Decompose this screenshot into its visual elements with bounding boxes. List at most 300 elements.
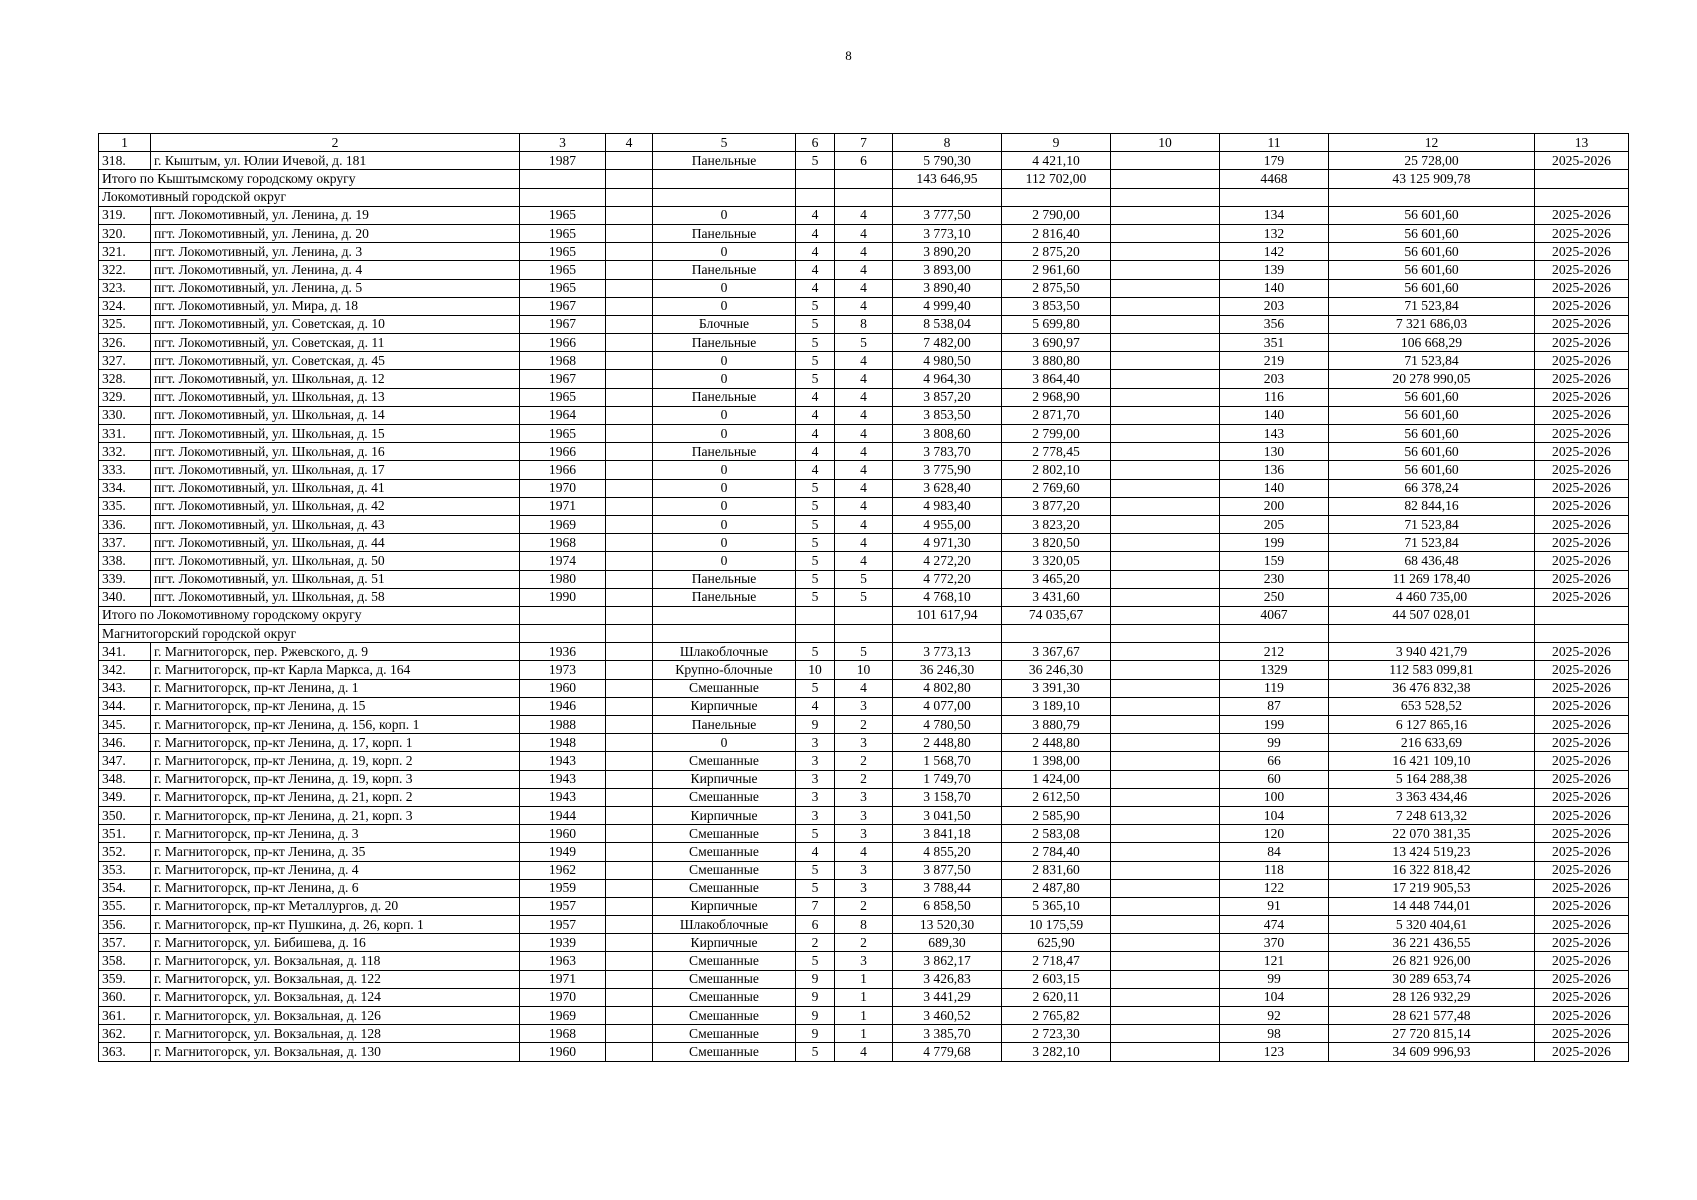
cell-year-built: 1971 (520, 970, 606, 988)
cell-row-number: 324. (99, 297, 151, 315)
cell-entrances: 2 (835, 934, 893, 952)
cell-floors: 9 (796, 1025, 835, 1043)
cell-total-area: 4 999,40 (893, 297, 1002, 315)
empty-cell (1329, 625, 1535, 643)
cell-col-4 (606, 879, 653, 897)
cell-cost: 4 460 735,00 (1329, 588, 1535, 606)
cell-period: 2025-2026 (1535, 443, 1629, 461)
cell-living-area: 1 398,00 (1002, 752, 1111, 770)
cell-address: пгт. Локомотивный, ул. Ленина, д. 3 (151, 243, 520, 261)
cell-col-4 (606, 243, 653, 261)
cell-entrances: 4 (835, 515, 893, 533)
empty-cell (1535, 188, 1629, 206)
table-row (99, 206, 1629, 224)
cell-residents: 159 (1220, 552, 1329, 570)
cell-row-number: 347. (99, 752, 151, 770)
cell-entrances: 3 (835, 697, 893, 715)
cell-cost: 34 609 996,93 (1329, 1043, 1535, 1061)
cell-wall-material: Панельные (653, 716, 796, 734)
cell-cost: 28 621 577,48 (1329, 1007, 1535, 1025)
cell-col-10 (1111, 479, 1220, 497)
cell-year-built: 1957 (520, 916, 606, 934)
cell-cost: 56 601,60 (1329, 224, 1535, 242)
total-year-built (520, 170, 606, 188)
cell-address: г. Магнитогорск, пр-кт Ленина, д. 4 (151, 861, 520, 879)
cell-period: 2025-2026 (1535, 697, 1629, 715)
cell-cost: 25 728,00 (1329, 152, 1535, 170)
cell-entrances: 3 (835, 861, 893, 879)
cell-address: пгт. Локомотивный, ул. Советская, д. 11 (151, 334, 520, 352)
cell-living-area: 2 875,20 (1002, 243, 1111, 261)
cell-total-area: 1 568,70 (893, 752, 1002, 770)
cell-wall-material: Панельные (653, 261, 796, 279)
cell-total-area: 7 482,00 (893, 334, 1002, 352)
cell-row-number: 336. (99, 515, 151, 533)
cell-living-area: 2 871,70 (1002, 406, 1111, 424)
table-row (99, 297, 1629, 315)
cell-floors: 5 (796, 534, 835, 552)
cell-period: 2025-2026 (1535, 916, 1629, 934)
cell-row-number: 325. (99, 315, 151, 333)
group-header-row (99, 625, 1629, 643)
cell-wall-material: Смешанные (653, 752, 796, 770)
cell-wall-material: Смешанные (653, 788, 796, 806)
cell-col-4 (606, 1025, 653, 1043)
cell-col-4 (606, 388, 653, 406)
cell-total-area: 4 779,68 (893, 1043, 1002, 1061)
cell-total-area: 689,30 (893, 934, 1002, 952)
cell-address: г. Магнитогорск, ул. Вокзальная, д. 128 (151, 1025, 520, 1043)
cell-residents: 87 (1220, 697, 1329, 715)
cell-floors: 9 (796, 1007, 835, 1025)
cell-floors: 5 (796, 334, 835, 352)
cell-col-10 (1111, 934, 1220, 952)
cell-wall-material: Смешанные (653, 988, 796, 1006)
cell-residents: 140 (1220, 406, 1329, 424)
cell-year-built: 1969 (520, 515, 606, 533)
cell-floors: 4 (796, 243, 835, 261)
cell-cost: 56 601,60 (1329, 243, 1535, 261)
cell-floors: 3 (796, 752, 835, 770)
cell-address: г. Магнитогорск, ул. Вокзальная, д. 118 (151, 952, 520, 970)
cell-year-built: 1943 (520, 752, 606, 770)
cell-wall-material: 0 (653, 370, 796, 388)
cell-row-number: 344. (99, 697, 151, 715)
table-row (99, 752, 1629, 770)
cell-living-area: 3 823,20 (1002, 515, 1111, 533)
cell-cost: 28 126 932,29 (1329, 988, 1535, 1006)
cell-col-10 (1111, 988, 1220, 1006)
cell-col-4 (606, 1007, 653, 1025)
cell-cost: 5 164 288,38 (1329, 770, 1535, 788)
empty-cell (1002, 188, 1111, 206)
cell-col-10 (1111, 661, 1220, 679)
cell-wall-material: Крупно-блочные (653, 661, 796, 679)
cell-residents: 132 (1220, 224, 1329, 242)
page-number: 8 (845, 48, 852, 63)
cell-col-4 (606, 770, 653, 788)
cell-year-built: 1939 (520, 934, 606, 952)
cell-row-number: 332. (99, 443, 151, 461)
cell-residents: 123 (1220, 1043, 1329, 1061)
cell-living-area: 2 799,00 (1002, 425, 1111, 443)
cell-period: 2025-2026 (1535, 843, 1629, 861)
cell-living-area: 2 778,45 (1002, 443, 1111, 461)
cell-living-area: 625,90 (1002, 934, 1111, 952)
cell-row-number: 357. (99, 934, 151, 952)
cell-row-number: 342. (99, 661, 151, 679)
total-floors (796, 170, 835, 188)
cell-floors: 4 (796, 224, 835, 242)
cell-cost: 66 378,24 (1329, 479, 1535, 497)
table-row (99, 261, 1629, 279)
cell-period: 2025-2026 (1535, 970, 1629, 988)
cell-wall-material: 0 (653, 352, 796, 370)
cell-col-4 (606, 697, 653, 715)
cell-row-number: 343. (99, 679, 151, 697)
cell-col-10 (1111, 206, 1220, 224)
empty-cell (1220, 188, 1329, 206)
cell-entrances: 4 (835, 679, 893, 697)
cell-year-built: 1965 (520, 261, 606, 279)
cell-cost: 20 278 990,05 (1329, 370, 1535, 388)
cell-total-area: 4 964,30 (893, 370, 1002, 388)
cell-entrances: 4 (835, 297, 893, 315)
cell-floors: 5 (796, 552, 835, 570)
cell-floors: 4 (796, 206, 835, 224)
table-row (99, 952, 1629, 970)
cell-floors: 4 (796, 425, 835, 443)
cell-period: 2025-2026 (1535, 661, 1629, 679)
cell-col-4 (606, 716, 653, 734)
cell-address: пгт. Локомотивный, ул. Ленина, д. 20 (151, 224, 520, 242)
cell-living-area: 2 784,40 (1002, 843, 1111, 861)
cell-total-area: 3 773,10 (893, 224, 1002, 242)
cell-col-4 (606, 825, 653, 843)
cell-col-10 (1111, 861, 1220, 879)
cell-col-10 (1111, 770, 1220, 788)
cell-total-area: 6 858,50 (893, 897, 1002, 915)
table-row (99, 515, 1629, 533)
cell-floors: 6 (796, 916, 835, 934)
column-header-4: 4 (606, 134, 653, 152)
cell-floors: 5 (796, 570, 835, 588)
table-row (99, 934, 1629, 952)
total-period (1535, 170, 1629, 188)
column-header-12: 12 (1329, 134, 1535, 152)
cell-row-number: 360. (99, 988, 151, 1006)
column-header-6: 6 (796, 134, 835, 152)
total-total-area: 143 646,95 (893, 170, 1002, 188)
cell-col-4 (606, 661, 653, 679)
cell-col-10 (1111, 152, 1220, 170)
total-wall-material (653, 606, 796, 624)
cell-living-area: 3 820,50 (1002, 534, 1111, 552)
cell-address: пгт. Локомотивный, ул. Школьная, д. 41 (151, 479, 520, 497)
cell-living-area: 3 880,80 (1002, 352, 1111, 370)
cell-floors: 5 (796, 479, 835, 497)
cell-address: пгт. Локомотивный, ул. Школьная, д. 51 (151, 570, 520, 588)
cell-entrances: 5 (835, 334, 893, 352)
cell-residents: 203 (1220, 370, 1329, 388)
cell-wall-material: Смешанные (653, 843, 796, 861)
table-row (99, 897, 1629, 915)
cell-entrances: 4 (835, 552, 893, 570)
cell-living-area: 3 391,30 (1002, 679, 1111, 697)
cell-address: пгт. Локомотивный, ул. Ленина, д. 5 (151, 279, 520, 297)
cell-period: 2025-2026 (1535, 515, 1629, 533)
cell-total-area: 3 775,90 (893, 461, 1002, 479)
cell-floors: 4 (796, 697, 835, 715)
group-label: Локомотивный городской округ (99, 188, 520, 206)
cell-period: 2025-2026 (1535, 243, 1629, 261)
cell-entrances: 1 (835, 988, 893, 1006)
cell-entrances: 5 (835, 643, 893, 661)
cell-entrances: 4 (835, 1043, 893, 1061)
cell-wall-material: Блочные (653, 315, 796, 333)
cell-period: 2025-2026 (1535, 770, 1629, 788)
cell-col-4 (606, 570, 653, 588)
cell-living-area: 2 961,60 (1002, 261, 1111, 279)
cell-col-4 (606, 934, 653, 952)
cell-row-number: 335. (99, 497, 151, 515)
cell-total-area: 4 855,20 (893, 843, 1002, 861)
cell-col-10 (1111, 261, 1220, 279)
cell-address: г. Магнитогорск, ул. Вокзальная, д. 122 (151, 970, 520, 988)
cell-col-4 (606, 406, 653, 424)
cell-total-area: 4 802,80 (893, 679, 1002, 697)
cell-address: г. Магнитогорск, пр-кт Ленина, д. 35 (151, 843, 520, 861)
cell-entrances: 4 (835, 534, 893, 552)
cell-year-built: 1949 (520, 843, 606, 861)
total-label: Итого по Локомотивному городскому округу (99, 606, 520, 624)
total-residents: 4468 (1220, 170, 1329, 188)
table-row (99, 643, 1629, 661)
cell-entrances: 4 (835, 388, 893, 406)
cell-entrances: 4 (835, 406, 893, 424)
empty-cell (835, 625, 893, 643)
cell-floors: 5 (796, 370, 835, 388)
cell-col-4 (606, 734, 653, 752)
cell-living-area: 3 367,67 (1002, 643, 1111, 661)
cell-floors: 5 (796, 861, 835, 879)
empty-cell (893, 625, 1002, 643)
cell-col-4 (606, 806, 653, 824)
cell-total-area: 3 628,40 (893, 479, 1002, 497)
cell-living-area: 2 583,08 (1002, 825, 1111, 843)
cell-cost: 3 940 421,79 (1329, 643, 1535, 661)
table-row (99, 879, 1629, 897)
cell-row-number: 333. (99, 461, 151, 479)
cell-period: 2025-2026 (1535, 861, 1629, 879)
cell-address: пгт. Локомотивный, ул. Школьная, д. 17 (151, 461, 520, 479)
cell-floors: 5 (796, 679, 835, 697)
cell-col-4 (606, 679, 653, 697)
cell-year-built: 1966 (520, 461, 606, 479)
cell-year-built: 1988 (520, 716, 606, 734)
cell-wall-material: Смешанные (653, 1007, 796, 1025)
cell-col-10 (1111, 443, 1220, 461)
table-header (99, 134, 1629, 152)
cell-wall-material: 0 (653, 243, 796, 261)
cell-cost: 13 424 519,23 (1329, 843, 1535, 861)
cell-col-4 (606, 425, 653, 443)
cell-period: 2025-2026 (1535, 952, 1629, 970)
cell-col-4 (606, 788, 653, 806)
cell-row-number: 359. (99, 970, 151, 988)
cell-floors: 3 (796, 770, 835, 788)
cell-entrances: 2 (835, 752, 893, 770)
cell-residents: 199 (1220, 534, 1329, 552)
empty-cell (1329, 188, 1535, 206)
cell-year-built: 1965 (520, 243, 606, 261)
cell-row-number: 329. (99, 388, 151, 406)
cell-residents: 118 (1220, 861, 1329, 879)
cell-cost: 7 321 686,03 (1329, 315, 1535, 333)
cell-residents: 119 (1220, 679, 1329, 697)
cell-row-number: 338. (99, 552, 151, 570)
cell-row-number: 326. (99, 334, 151, 352)
cell-period: 2025-2026 (1535, 279, 1629, 297)
cell-total-area: 8 538,04 (893, 315, 1002, 333)
cell-year-built: 1948 (520, 734, 606, 752)
cell-col-4 (606, 152, 653, 170)
cell-col-10 (1111, 515, 1220, 533)
cell-floors: 5 (796, 297, 835, 315)
cell-period: 2025-2026 (1535, 297, 1629, 315)
cell-col-4 (606, 479, 653, 497)
cell-col-4 (606, 261, 653, 279)
cell-entrances: 4 (835, 497, 893, 515)
cell-col-10 (1111, 224, 1220, 242)
cell-col-10 (1111, 352, 1220, 370)
cell-cost: 56 601,60 (1329, 279, 1535, 297)
cell-residents: 250 (1220, 588, 1329, 606)
column-header-10: 10 (1111, 134, 1220, 152)
cell-residents: 120 (1220, 825, 1329, 843)
cell-living-area: 4 421,10 (1002, 152, 1111, 170)
cell-year-built: 1980 (520, 570, 606, 588)
header-row (99, 134, 1629, 152)
cell-residents: 99 (1220, 970, 1329, 988)
total-living-area: 74 035,67 (1002, 606, 1111, 624)
cell-entrances: 4 (835, 261, 893, 279)
cell-row-number: 346. (99, 734, 151, 752)
cell-entrances: 4 (835, 243, 893, 261)
cell-wall-material: Панельные (653, 334, 796, 352)
cell-cost: 22 070 381,35 (1329, 825, 1535, 843)
cell-living-area: 3 282,10 (1002, 1043, 1111, 1061)
cell-total-area: 3 041,50 (893, 806, 1002, 824)
column-header-5: 5 (653, 134, 796, 152)
empty-cell (653, 625, 796, 643)
cell-year-built: 1969 (520, 1007, 606, 1025)
column-header-3: 3 (520, 134, 606, 152)
cell-wall-material: Панельные (653, 224, 796, 242)
cell-cost: 82 844,16 (1329, 497, 1535, 515)
cell-floors: 5 (796, 352, 835, 370)
cell-wall-material: 0 (653, 425, 796, 443)
cell-floors: 5 (796, 315, 835, 333)
cell-living-area: 3 189,10 (1002, 697, 1111, 715)
cell-total-area: 3 877,50 (893, 861, 1002, 879)
cell-entrances: 3 (835, 879, 893, 897)
cell-total-area: 3 890,40 (893, 279, 1002, 297)
cell-address: г. Кыштым, ул. Юлии Ичевой, д. 181 (151, 152, 520, 170)
cell-residents: 179 (1220, 152, 1329, 170)
cell-address: г. Магнитогорск, пер. Ржевского, д. 9 (151, 643, 520, 661)
empty-cell (796, 625, 835, 643)
cell-entrances: 3 (835, 806, 893, 824)
cell-address: г. Магнитогорск, пр-кт Ленина, д. 1 (151, 679, 520, 697)
cell-address: пгт. Локомотивный, ул. Мира, д. 18 (151, 297, 520, 315)
table-row (99, 388, 1629, 406)
cell-col-10 (1111, 406, 1220, 424)
cell-floors: 3 (796, 806, 835, 824)
cell-col-4 (606, 588, 653, 606)
table-row (99, 843, 1629, 861)
cell-entrances: 3 (835, 788, 893, 806)
table-row (99, 497, 1629, 515)
cell-address: г. Магнитогорск, ул. Вокзальная, д. 124 (151, 988, 520, 1006)
cell-col-10 (1111, 788, 1220, 806)
cell-total-area: 4 772,20 (893, 570, 1002, 588)
cell-row-number: 330. (99, 406, 151, 424)
cell-floors: 5 (796, 588, 835, 606)
table-row (99, 479, 1629, 497)
cell-period: 2025-2026 (1535, 643, 1629, 661)
cell-residents: 136 (1220, 461, 1329, 479)
cell-cost: 7 248 613,32 (1329, 806, 1535, 824)
cell-col-10 (1111, 552, 1220, 570)
cell-total-area: 3 385,70 (893, 1025, 1002, 1043)
cell-row-number: 348. (99, 770, 151, 788)
cell-col-10 (1111, 952, 1220, 970)
cell-year-built: 1965 (520, 206, 606, 224)
cell-period: 2025-2026 (1535, 734, 1629, 752)
table-row (99, 279, 1629, 297)
cell-period: 2025-2026 (1535, 570, 1629, 588)
cell-year-built: 1960 (520, 679, 606, 697)
total-entrances (835, 170, 893, 188)
cell-col-10 (1111, 916, 1220, 934)
cell-residents: 104 (1220, 988, 1329, 1006)
group-label: Магнитогорский городской округ (99, 625, 520, 643)
cell-residents: 200 (1220, 497, 1329, 515)
cell-col-4 (606, 334, 653, 352)
table-row (99, 825, 1629, 843)
cell-row-number: 331. (99, 425, 151, 443)
cell-col-4 (606, 515, 653, 533)
cell-entrances: 8 (835, 916, 893, 934)
cell-address: г. Магнитогорск, пр-кт Ленина, д. 21, корп. 3 (151, 806, 520, 824)
cell-col-10 (1111, 425, 1220, 443)
cell-residents: 356 (1220, 315, 1329, 333)
cell-cost: 30 289 653,74 (1329, 970, 1535, 988)
cell-address: пгт. Локомотивный, ул. Ленина, д. 19 (151, 206, 520, 224)
table-row (99, 1043, 1629, 1061)
cell-wall-material: 0 (653, 461, 796, 479)
cell-living-area: 36 246,30 (1002, 661, 1111, 679)
cell-cost: 56 601,60 (1329, 261, 1535, 279)
cell-residents: 140 (1220, 479, 1329, 497)
cell-year-built: 1990 (520, 588, 606, 606)
cell-period: 2025-2026 (1535, 370, 1629, 388)
cell-address: г. Магнитогорск, пр-кт Ленина, д. 156, корп. 1 (151, 716, 520, 734)
cell-entrances: 10 (835, 661, 893, 679)
cell-residents: 60 (1220, 770, 1329, 788)
empty-cell (1220, 625, 1329, 643)
